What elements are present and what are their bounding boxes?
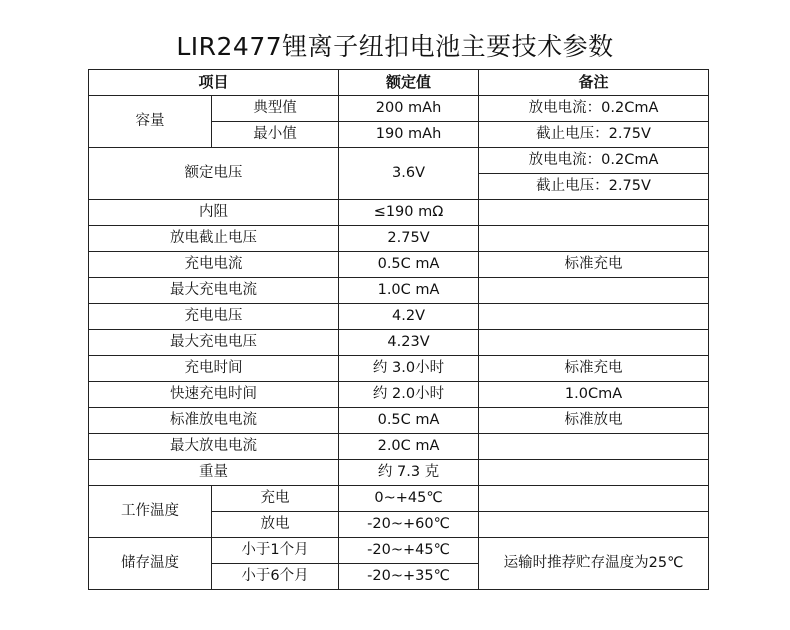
storage-temp-note: 运输时推荐贮存温度为25℃: [479, 538, 709, 590]
capacity-typical-label: 典型值: [212, 96, 339, 122]
header-item: 项目: [89, 70, 339, 96]
row-label: 充电电流: [89, 252, 339, 278]
row-value: 2.0C mA: [339, 434, 479, 460]
table-row: [89, 382, 709, 408]
table-row: [89, 148, 709, 174]
row-label: 标准放电电流: [89, 408, 339, 434]
row-note: [479, 304, 709, 330]
table-row: [89, 356, 709, 382]
row-label: 充电时间: [89, 356, 339, 382]
row-value: 2.75V: [339, 226, 479, 252]
rated-voltage-note-1: 放电电流：0.2CmA: [479, 148, 709, 174]
table-row: [89, 252, 709, 278]
capacity-minimum-note: 截止电压：2.75V: [479, 122, 709, 148]
rated-voltage-label: 额定电压: [89, 148, 339, 200]
table-row: [89, 304, 709, 330]
header-rated: 额定值: [339, 70, 479, 96]
row-value: 0.5C mA: [339, 252, 479, 278]
table-row: [89, 200, 709, 226]
row-note: [479, 460, 709, 486]
row-value: 4.2V: [339, 304, 479, 330]
capacity-label: 容量: [89, 96, 212, 148]
row-label: 最大充电电流: [89, 278, 339, 304]
row-value: 约 7.3 克: [339, 460, 479, 486]
work-temp-charge-label: 充电: [212, 486, 339, 512]
storage-temp-1m-label: 小于1个月: [212, 538, 339, 564]
work-temp-discharge-note: [479, 512, 709, 538]
table-row: [89, 278, 709, 304]
work-temp-discharge-value: -20~+60℃: [339, 512, 479, 538]
row-value: 约 2.0小时: [339, 382, 479, 408]
row-note: [479, 200, 709, 226]
capacity-minimum-value: 190 mAh: [339, 122, 479, 148]
row-note: 标准充电: [479, 356, 709, 382]
row-note: 标准充电: [479, 252, 709, 278]
table-header-row: [89, 70, 709, 96]
table-row: [89, 226, 709, 252]
row-note: 1.0CmA: [479, 382, 709, 408]
table-row: [89, 434, 709, 460]
table-row: [89, 538, 709, 564]
row-label: 最大放电电流: [89, 434, 339, 460]
rated-voltage-note-2: 截止电压：2.75V: [479, 174, 709, 200]
row-label: 内阻: [89, 200, 339, 226]
row-value: 1.0C mA: [339, 278, 479, 304]
capacity-typical-value: 200 mAh: [339, 96, 479, 122]
row-note: 标准放电: [479, 408, 709, 434]
row-label: 放电截止电压: [89, 226, 339, 252]
table-row: [89, 330, 709, 356]
work-temp-label: 工作温度: [89, 486, 212, 538]
row-value: 约 3.0小时: [339, 356, 479, 382]
storage-temp-6m-label: 小于6个月: [212, 564, 339, 590]
work-temp-discharge-label: 放电: [212, 512, 339, 538]
spec-table: [88, 69, 709, 590]
work-temp-charge-note: [479, 486, 709, 512]
row-note: [479, 226, 709, 252]
row-value: 4.23V: [339, 330, 479, 356]
row-value: 0.5C mA: [339, 408, 479, 434]
row-label: 快速充电时间: [89, 382, 339, 408]
storage-temp-1m-value: -20~+45℃: [339, 538, 479, 564]
row-label: 充电电压: [89, 304, 339, 330]
table-row: [89, 460, 709, 486]
header-note: 备注: [479, 70, 709, 96]
rated-voltage-value: 3.6V: [339, 148, 479, 200]
row-label: 最大充电电压: [89, 330, 339, 356]
storage-temp-label: 储存温度: [89, 538, 212, 590]
table-row: [89, 486, 709, 512]
row-label: 重量: [89, 460, 339, 486]
row-value: ≤190 mΩ: [339, 200, 479, 226]
storage-temp-6m-value: -20~+35℃: [339, 564, 479, 590]
table-row: [89, 96, 709, 122]
row-note: [479, 330, 709, 356]
row-note: [479, 278, 709, 304]
capacity-minimum-label: 最小值: [212, 122, 339, 148]
row-note: [479, 434, 709, 460]
table-row: [89, 408, 709, 434]
page-title: LIR2477锂离子纽扣电池主要技术参数: [176, 32, 614, 61]
work-temp-charge-value: 0~+45℃: [339, 486, 479, 512]
capacity-typical-note: 放电电流：0.2CmA: [479, 96, 709, 122]
